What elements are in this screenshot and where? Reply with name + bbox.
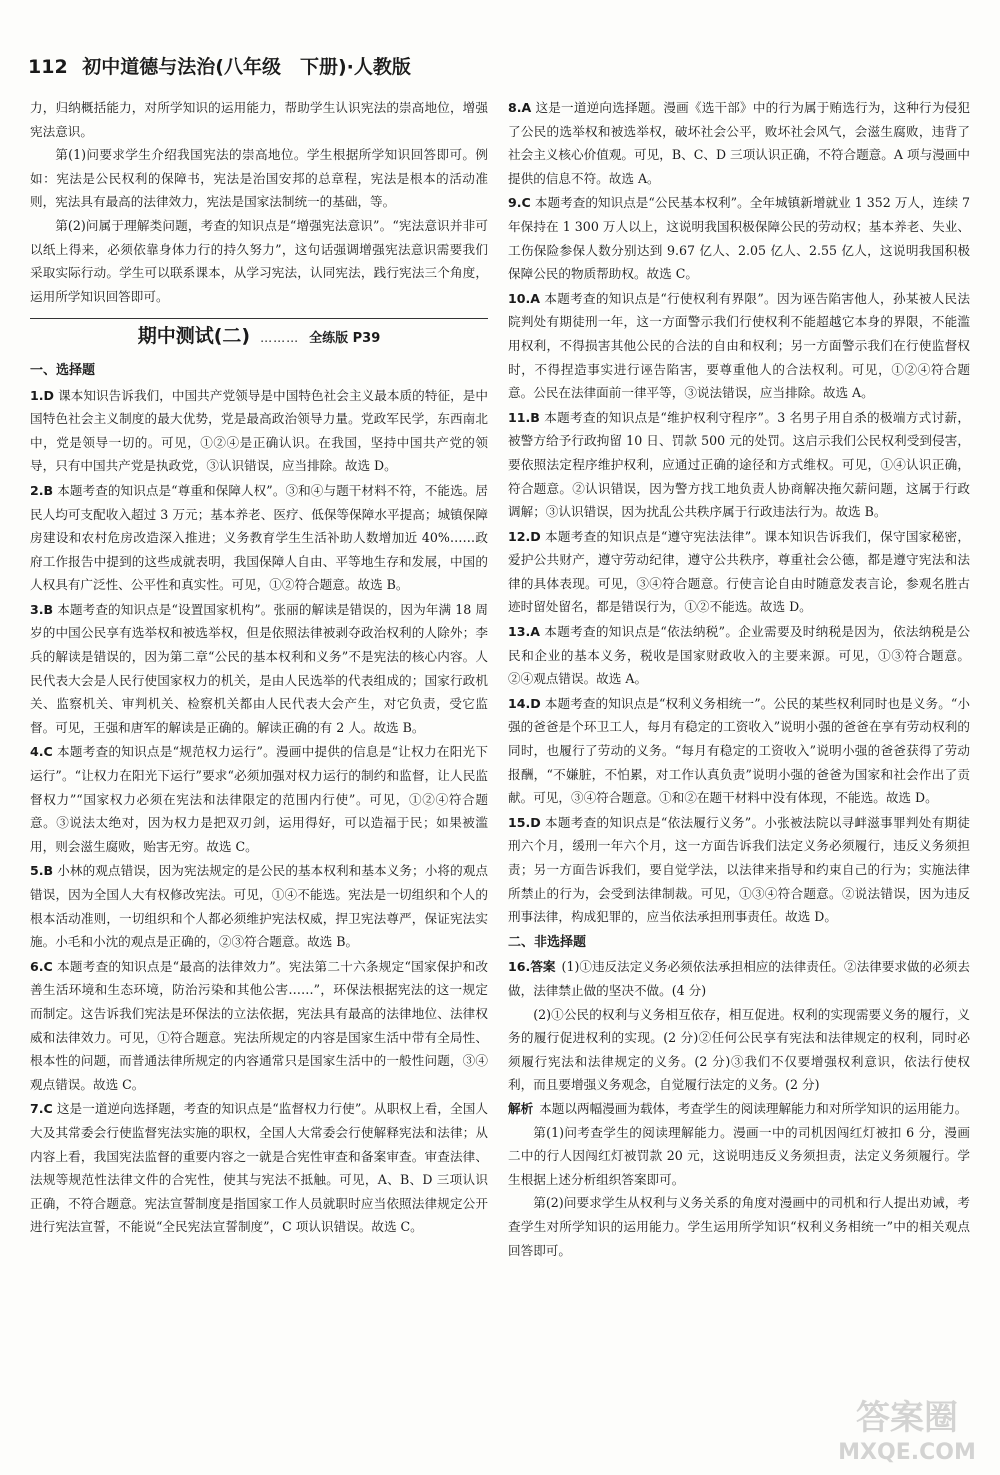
item-text: 本题考查的知识点是“公民基本权利”。全年城镇新增就业 1 352 万人，连续 7 年保持在 1 300 万人以上，这说明我国积极保障公民的劳动权；基本养老、失业、工伤保险参保人数分别达到 9.67 亿人、2.05 亿人、2.55 亿人，这说明我国积极保障公民的物质帮助权。故选 C。: [508, 195, 970, 282]
item-number: 6.C: [30, 958, 53, 974]
q16-answer-2: (2)①公民的权利与义务相互依存，相互促进。权利的实现需要义务的履行，义务的履行促进权利的实现。(2 分)②任何公民享有宪法和法律规定的权利，同时必须履行宪法和法律规定的义务。(2 分)③我们不仅要增强权利意识，依法行使权利，而且要增强义务观念，自觉履行法定的义务。(2 分): [508, 1006, 970, 1093]
answer-item: [30, 479, 488, 597]
answer-item: [508, 191, 970, 285]
answer-item: [30, 1097, 488, 1239]
item-text: 小林的观点错误，因为宪法规定的是公民的基本权利和基本义务；小将的观点错误，因为全国人大有权修改宪法。可见，①④不能选。宪法是一切组织和个人的根本活动准则，一切组织和个人都必须维护宪法权威，捍卫宪法尊严，保证宪法实施。小毛和小沈的观点是正确的，②③符合题意。故选 B。: [30, 863, 488, 950]
item-number: 12.D: [508, 528, 541, 544]
item-number: 3.B: [30, 601, 54, 617]
answer-item: [30, 955, 488, 1097]
watermark-logo: [828, 1389, 986, 1467]
answer-item: [508, 406, 970, 524]
item-text: 这是一道逆向选择题。漫画《选干部》中的行为属于贿选行为，这种行为侵犯了公民的选举权和被选举权，破坏社会公平，败坏社会风气，会滋生腐败，违背了社会主义核心价值观。可见，B、C、D 三项认识正确，不符合题意。A 项与漫画中提供的信息不符。故选 A。: [508, 100, 970, 186]
item-number: 9.C: [508, 195, 531, 211]
item-text: 本题考查的知识点是“依法履行义务”。小张被法院以寻衅滋事罪判处有期徒刑六个月，缓刑一年六个月，这一方面告诉我们法定义务必须履行，违反义务须担责；另一方面告诉我们，要自觉学法，以法律来指导和约束自己的行为；实施法律所禁止的行为，会受到法律制裁。可见，①③④符合题意。②说法错误，因为违反刑事法律，构成犯罪的，应当依法承担刑事责任。故选 D。: [508, 814, 970, 925]
q16-label: 16.答案: [508, 959, 556, 975]
item-number: 5.B: [30, 863, 54, 879]
answer-item: [508, 525, 970, 619]
item-number: 8.A: [508, 100, 532, 115]
answer-item: [508, 96, 970, 190]
right-column: [508, 96, 970, 1262]
q16-answer-1: (1)①违反法定义务必须依法承担相应的法律责任。②法律要求做的必须去做，法律禁止做的坚决不做。(4 分): [508, 959, 971, 998]
continuation-text: 力，归纳概括能力，对所学知识的运用能力，帮助学生认识宪法的崇高地位，增强宪法意识。: [30, 100, 488, 139]
item-number: 7.C: [30, 1101, 53, 1117]
q16-analysis: [508, 1097, 970, 1121]
paragraph: 第(2)问属于理解类问题，考查的知识点是“增强宪法意识”。“宪法意识并非可以纸上得来，必须依靠身体力行的持久努力”，这句话强调增强宪法意识需要我们采取实际行动。学生可以联系课本，从学习宪法，认同宪法，践行宪法三个角度，运用所学知识回答即可。: [30, 217, 488, 304]
answer-item: [30, 384, 488, 478]
item-number: 4.C: [30, 744, 53, 760]
item-number: 14.D: [508, 695, 541, 711]
section-heading: 一、选择题: [30, 362, 96, 378]
answer-item: [508, 811, 970, 929]
paragraph: 第(1)问要求学生介绍我国宪法的崇高地位。学生根据所学知识回答即可。例如：宪法是公民权利的保障书，宪法是治国安邦的总章程，宪法是根本的活动准则，宪法具有最高的法律效力，宪法是国家法制统一的基础，等。: [30, 147, 488, 210]
answer-item: [508, 287, 970, 405]
watermark-graphic: [828, 1389, 986, 1467]
page-header: [28, 52, 972, 79]
item-text: 本题考查的知识点是“设置国家机构”。张丽的解读是错误的，因为年满 18 周岁的中国公民享有选举权和被选举权，但是依照法律被剥夺政治权利的人除外；李兵的解读是错误的，因为第二章“公民的基本权利和义务”不是宪法的核心内容。人民代表大会是人民行使国家权力的机关，是由人民选举的代表组成的；国家行政机关、监察机关、审判机关、检察机关都由人民代表大会产生，对它负责，受它监督。可见，王强和唐军的解读是正确的。解读正确的有 2 人。故选 B。: [30, 601, 488, 735]
item-text: 本题考查的知识点是“尊重和保障人权”。③和④与题干材料不符，不能选。居民人均可支配收入超过 3 万元；基本养老、医疗、低保等保障水平提高；城镇保障房建设和农村危房改造深入推进；义务教育学生生活补助人数增加近 40%……政府工作报告中提到的这些成就表明，我国保障人自由、平等地生存和发展，中国的人权具有广泛性、公平性和真实性。可见，①②符合题意。故选 B。: [30, 482, 488, 593]
item-text: 本题考查的知识点是“遵守宪法法律”。课本知识告诉我们，保守国家秘密，爱护公共财产，遵守劳动纪律，遵守公共秩序，尊重社会公德，都是遵守宪法和法律的具体表现。可见，③④符合题意。行使言论自由时随意发表言论，参观名胜古迹时留处留名，都是错误行为，①②不能选。故选 D。: [508, 528, 970, 615]
banner-dots: ………: [260, 331, 300, 346]
answer-item: [30, 740, 488, 858]
q16-answer: [508, 955, 970, 1002]
paragraph: 第(2)问要求学生从权利与义务关系的角度对漫画中的司机和行人提出劝诫，考查学生对所学知识的运用能力。学生运用所学知识“权利义务相统一”中的相关观点回答即可。: [508, 1195, 970, 1258]
item-text: 本题考查的知识点是“行使权利有界限”。因为诬告陷害他人，孙某被人民法院判处有期徒刑一年，这一方面警示我们行使权利不能超越它本身的界限，不能滥用权利，不得损害其他公民的合法的自由和权利；另一方面警示我们在行使监督权时，不得捏造事实进行诬告陷害，要尊重他人的合法权利。可见，①②④符合题意。公民在法律面前一律平等，③说法错误，应当排除。故选 A。: [508, 290, 970, 401]
watermark-top: 答案圈: [856, 1398, 958, 1438]
answer-item: [508, 692, 970, 810]
item-text: 课本知识告诉我们，中国共产党领导是中国特色社会主义最本质的特征，是中国特色社会主义制度的最大优势，党是最高政治领导力量。党政军民学，东西南北中，党是领导一切的。可见，①②④是正确认识。在我国，坚持中国共产党的领导，只有中国共产党是执政党，③认识错误，应当排除。故选 D。: [30, 387, 488, 474]
section-heading: 二、非选择题: [508, 934, 587, 950]
item-text: 本题考查的知识点是“依法纳税”。企业需要及时纳税是因为，依法纳税是公民和企业的基本义务，税收是国家财政收入的主要来源。可见，①③符合题意。②④观点错误。故选 A。: [508, 624, 970, 687]
item-number: 10.A: [508, 290, 541, 306]
answer-item: [30, 859, 488, 953]
analysis-text: 本题以两幅漫画为载体，考查学生的阅读理解能力和对所学知识的运用能力。: [539, 1100, 968, 1116]
banner-title: 期中测试(二): [137, 325, 251, 348]
watermark-bottom: MXQE.COM: [838, 1440, 976, 1465]
left-column: [30, 96, 488, 1240]
analysis-label: 解析: [508, 1100, 534, 1116]
item-number: 1.D: [30, 387, 55, 403]
answer-item: [30, 598, 488, 740]
item-number: 11.B: [508, 409, 540, 425]
item-text: 本题考查的知识点是“规范权力运行”。漫画中提供的信息是“让权力在阳光下运行”。“让权力在阳光下运行”要求“必须加强对权力运行的制约和监督，让人民监督权力”“国家权力必须在宪法和法律限定的范围内行使”。可见，①②④符合题意。③说法太绝对，因为权力是把双刃剑，运用得好，可以造福于民；如果被滥用，则会滋生腐败，贻害无穷。故选 C。: [30, 744, 488, 854]
item-text: 本题考查的知识点是“权利义务相统一”。公民的某些权利同时也是义务。“小强的爸爸是个环卫工人，每月有稳定的工资收入”说明小强的爸爸在享有劳动权利的同时，也履行了劳动的义务。“每月有稳定的工资收入”说明小强的爸爸获得了劳动报酬，“不嫌脏，不怕累，对工作认真负责”说明小强的爸爸为国家和社会作出了贡献。可见，③④符合题意。①和②在题干材料中没有体现，不能选。故选 D。: [508, 695, 970, 806]
item-number: 13.A: [508, 624, 541, 640]
paragraph: 第(1)问考查学生的阅读理解能力。漫画一中的司机因闯红灯被扣 6 分，漫画二中的行人因闯红灯被罚款 20 元，这说明违反义务须担责，法定义务须履行。学生根据上述分析组织答案即可。: [508, 1124, 970, 1187]
item-text: 本题考查的知识点是“维护权利守程序”。3 名男子用自杀的极端方式讨薪，被警方给予行政拘留 10 日、罚款 500 元的处罚。这启示我们公民权利受到侵害，要依照法定程序维护权利，应通过正确的途径和方式维权。可见，①④认识正确，符合题意。②认识错误，因为警方找工地负责人协商解决拖欠薪问题，这属于行政调解；③认识错误，因为扰乱公共秩序属于行政违法行为。故选 B。: [508, 409, 970, 520]
item-text: 本题考查的知识点是“最高的法律效力”。宪法第二十六条规定“国家保护和改善生活环境和生态环境，防治污染和其他公害……”，环保法根据宪法的这一规定而制定。这告诉我们宪法是环保法的立法依据，宪法具有最高的法律地位、法律权威和法律效力。可见，①符合题意。宪法所规定的内容是国家生活中带有全局性、根本性的问题，而普通法律所规定的内容通常只是国家生活中的一般性问题，③④观点错误。故选 C。: [30, 958, 488, 1092]
item-number: 2.B: [30, 482, 54, 498]
banner-ref: 全练版 P39: [309, 331, 381, 347]
item-text: 这是一道逆向选择题，考查的知识点是“监督权力行使”。从职权上看，全国人大及其常委会行使监督宪法实施的职权，全国人大常委会行使解释宪法和法律；从内容上看，我国宪法监督的重要内容之一就是合宪性审查和备案审查。审查法律、法规等规范性法律文件的合宪性，使其与宪法不抵触。可见，A、B、D 三项认识正确，不符合题意。宪法宣誓制度是指国家工作人员就职时应当依照法律规定公开进行宪法宣誓，不能说“全民宪法宣誓制度”，C 项认识错误。故选 C。: [30, 1101, 488, 1235]
item-number: 15.D: [508, 814, 541, 830]
answer-item: [508, 620, 970, 691]
section-banner: [30, 318, 488, 351]
page-number: 112: [28, 56, 68, 78]
book-title: 初中道德与法治(八年级 下册)·人教版: [82, 56, 411, 78]
